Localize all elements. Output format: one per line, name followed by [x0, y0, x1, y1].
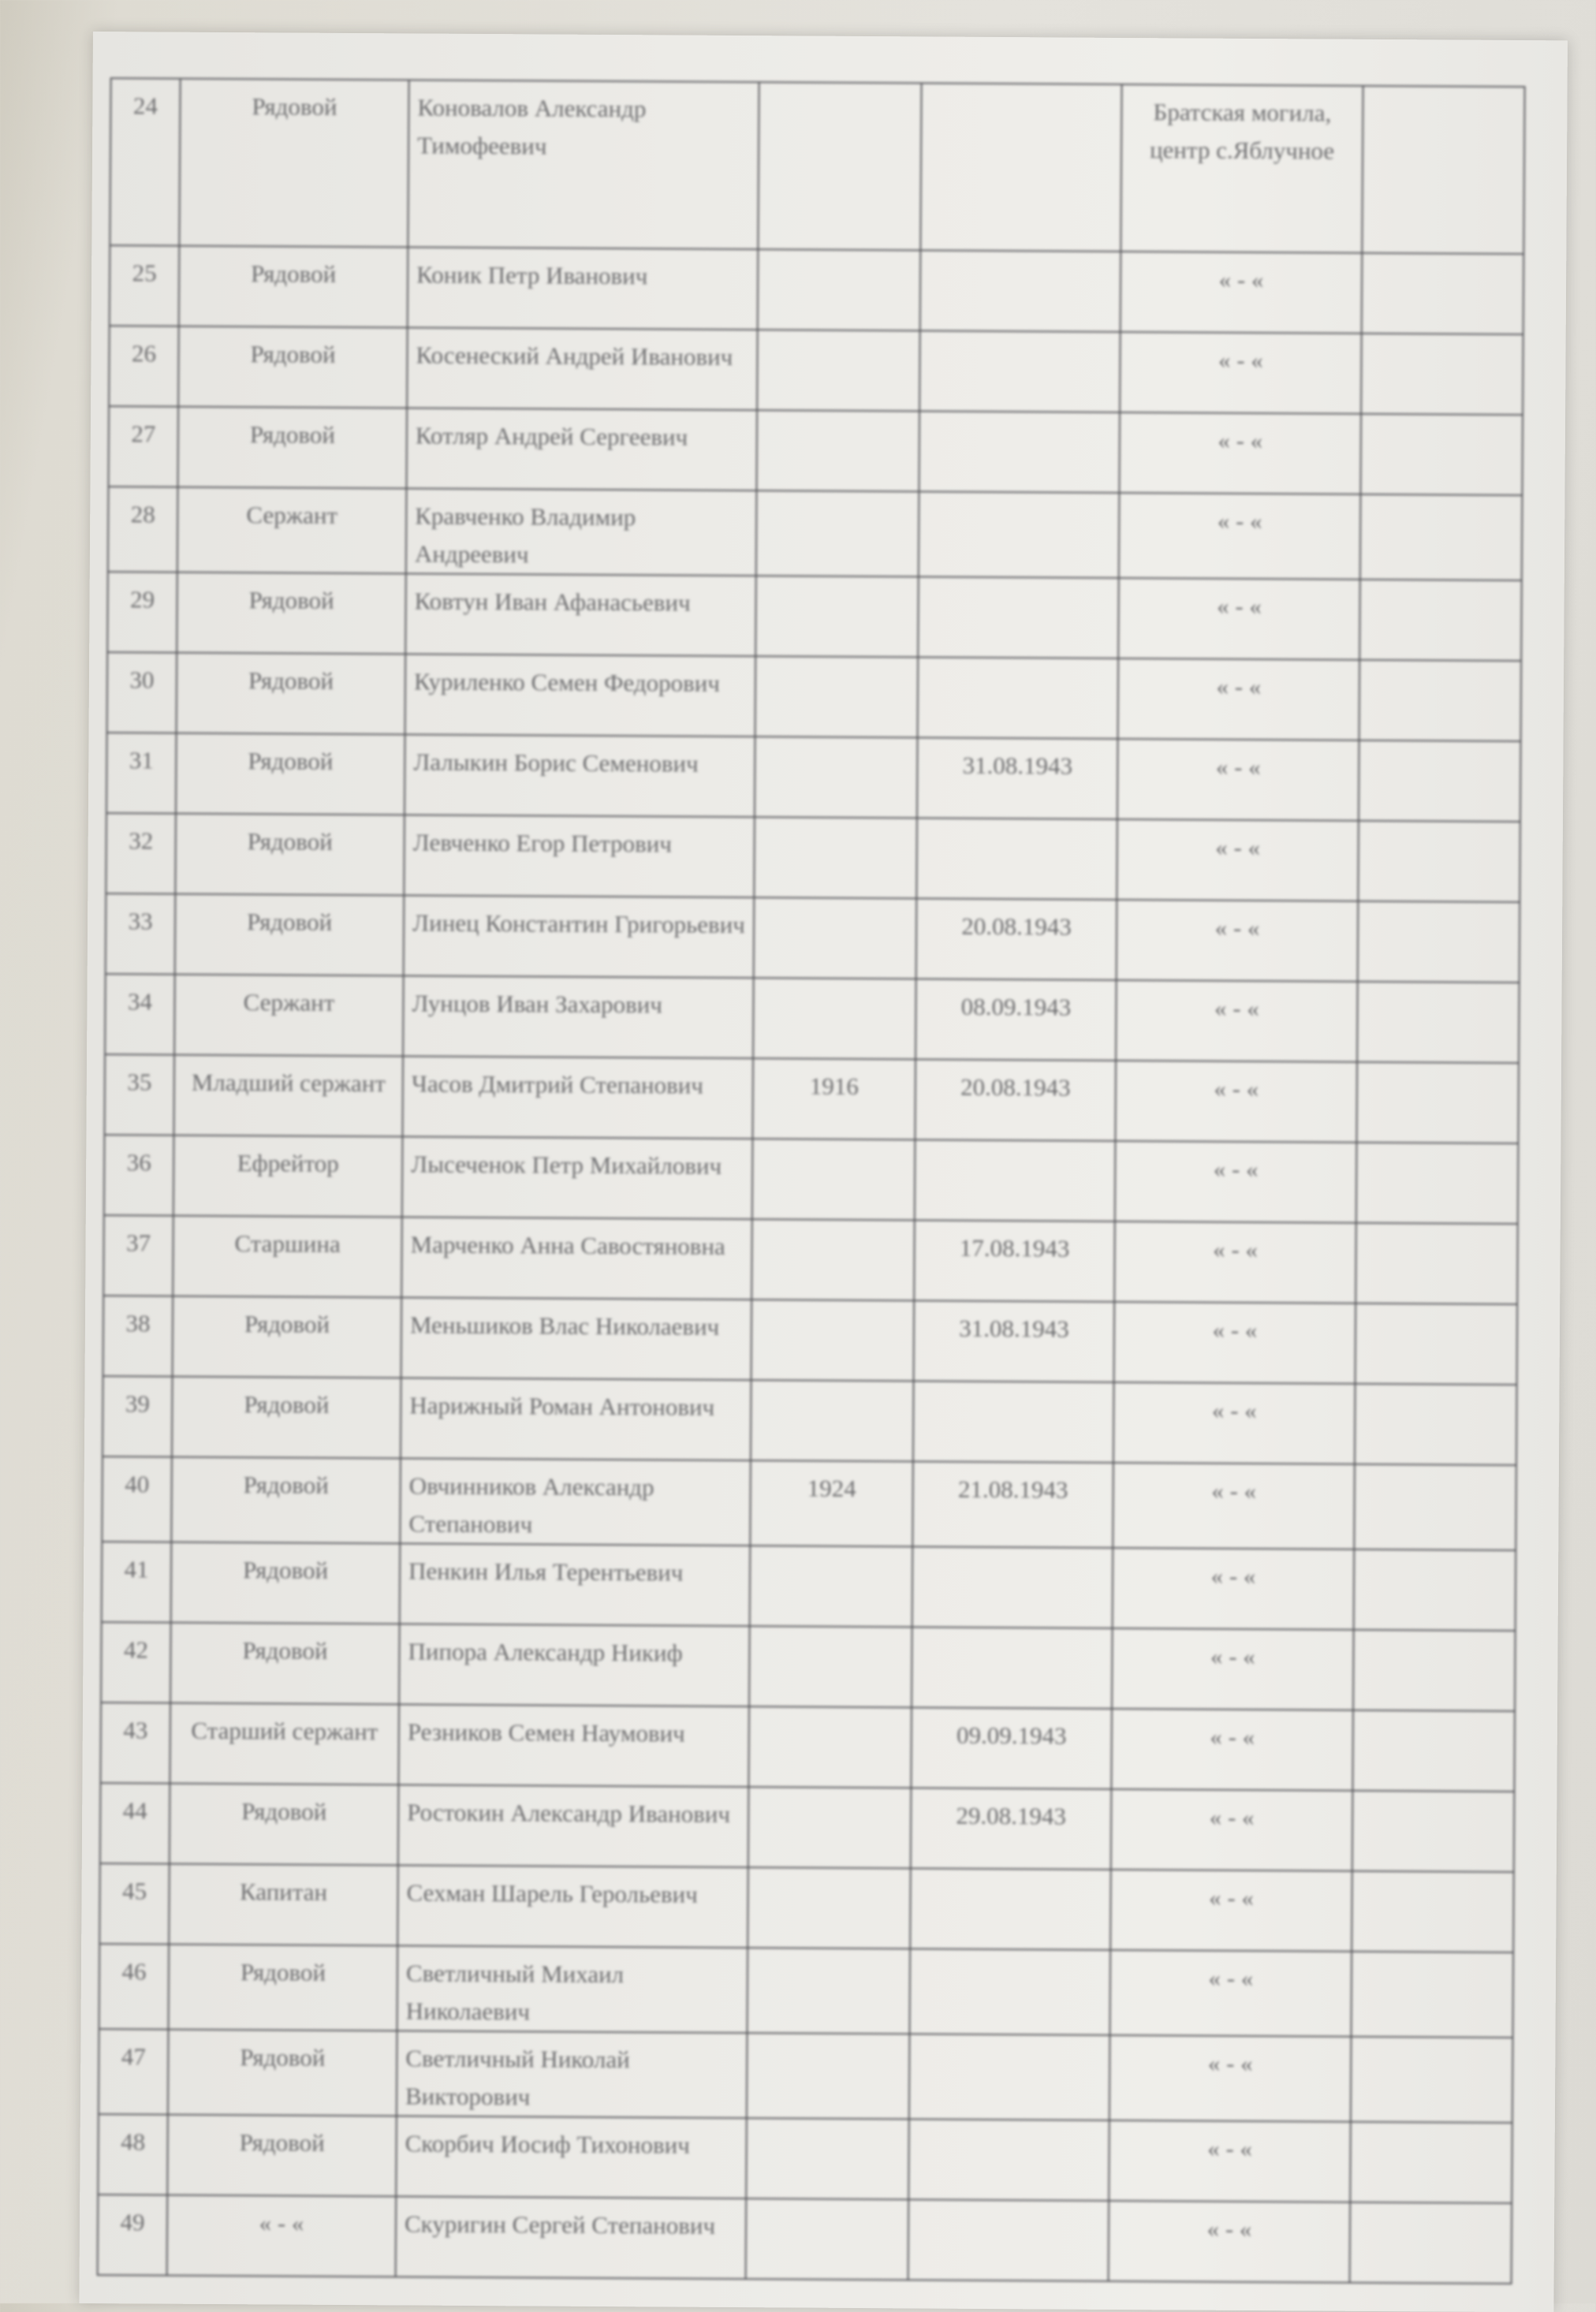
death-date-cell: 31.08.1943 — [917, 737, 1118, 819]
row-number: 35 — [104, 1054, 174, 1135]
burial-place-cell: « - « — [1112, 1628, 1354, 1710]
table-row — [103, 1376, 1517, 1465]
rank-cell: Капитан — [169, 1864, 398, 1946]
note-cell — [1359, 740, 1521, 822]
row-number: 29 — [107, 572, 177, 653]
birth-year-cell — [751, 1300, 915, 1381]
burial-place-cell: « - « — [1117, 739, 1359, 821]
death-date-cell — [919, 330, 1121, 412]
rank-cell: Рядовой — [169, 1945, 398, 2031]
birth-year-cell — [753, 978, 916, 1059]
burial-list-table — [97, 77, 1526, 2284]
birth-year-cell — [758, 249, 921, 330]
burial-place-cell: « - « — [1120, 332, 1362, 414]
rank-cell: Рядовой — [167, 2115, 397, 2197]
burial-place-cell: « - « — [1121, 252, 1363, 334]
table-row — [110, 78, 1524, 254]
rank-cell: Ефрейтор — [173, 1135, 403, 1218]
burial-place-cell: « - « — [1109, 2120, 1351, 2202]
table-row — [107, 572, 1522, 661]
birth-year-cell — [755, 736, 918, 818]
name-cell: Лунцов Иван Захарович — [403, 975, 754, 1058]
rank-cell: Рядовой — [168, 2030, 397, 2116]
death-date-cell: 20.08.1943 — [915, 1059, 1116, 1141]
name-cell: Ростокин Александр Иванович — [398, 1784, 749, 1867]
row-number: 44 — [100, 1783, 170, 1864]
birth-year-cell — [748, 1787, 912, 1868]
burial-place-cell: « - « — [1119, 412, 1361, 494]
note-cell — [1362, 253, 1524, 334]
note-cell — [1352, 1710, 1515, 1792]
death-date-cell — [910, 1868, 1111, 1950]
rank-cell: Рядовой — [170, 1784, 399, 1866]
table-row — [110, 245, 1524, 334]
name-cell: Лысеченок Петр Михайлович — [402, 1136, 753, 1219]
note-cell — [1359, 660, 1522, 741]
name-cell: Светличный Михаил Николаевич — [397, 1945, 748, 2033]
name-cell: Коновалов Александр Тимофеевич — [408, 80, 759, 249]
name-cell: Часов Дмитрий Степанович — [402, 1056, 753, 1139]
row-number: 43 — [100, 1702, 170, 1784]
death-date-cell: 29.08.1943 — [911, 1788, 1112, 1870]
burial-place-cell: « - « — [1113, 1382, 1355, 1464]
row-number: 46 — [99, 1944, 170, 2030]
birth-year-cell — [756, 410, 919, 491]
name-cell: Линец Константин Григорьевич — [404, 895, 755, 978]
name-cell: Резников Семен Наумович — [398, 1704, 749, 1787]
rank-cell: Рядовой — [175, 814, 405, 896]
name-cell: Нарижный Роман Антонович — [401, 1378, 751, 1460]
table-row — [108, 487, 1523, 580]
birth-year-cell — [755, 656, 919, 737]
death-date-cell: 09.09.1943 — [911, 1707, 1112, 1789]
note-cell — [1350, 2122, 1512, 2203]
note-cell — [1359, 580, 1522, 661]
note-cell — [1355, 1303, 1518, 1385]
table-row — [102, 1456, 1516, 1550]
birth-year-cell: 1924 — [750, 1460, 913, 1546]
name-cell: Косенеский Андрей Иванович — [407, 327, 758, 410]
death-date-cell — [915, 1139, 1116, 1221]
name-cell: Ковтун Иван Афанасьевич — [405, 573, 756, 656]
death-date-cell — [920, 250, 1121, 332]
note-cell — [1354, 1549, 1516, 1631]
note-cell — [1351, 2037, 1513, 2123]
row-number: 24 — [110, 78, 180, 246]
death-date-cell: 17.08.1943 — [914, 1220, 1115, 1302]
row-number: 40 — [102, 1456, 172, 1542]
rank-cell: Рядовой — [177, 407, 407, 489]
rank-cell: Старший сержант — [170, 1703, 399, 1785]
row-number: 38 — [103, 1296, 173, 1377]
note-cell — [1356, 1062, 1519, 1143]
name-cell: Меньшиков Влас Николаевич — [401, 1297, 752, 1380]
note-cell — [1352, 1791, 1515, 1872]
rank-cell: Рядовой — [178, 326, 408, 408]
death-date-cell — [908, 2199, 1109, 2281]
row-number: 32 — [106, 813, 176, 894]
burial-place-cell: « - « — [1117, 900, 1359, 982]
burial-place-cell: « - « — [1109, 2201, 1351, 2283]
name-cell: Левченко Егор Петрович — [404, 815, 755, 897]
table-row — [101, 1622, 1516, 1711]
burial-list-table-wrapper — [97, 77, 1524, 2284]
rank-cell: Рядовой — [172, 1377, 401, 1459]
table-row — [107, 652, 1522, 741]
name-cell: Марченко Анна Савостяновна — [401, 1217, 752, 1300]
table-row — [104, 1054, 1519, 1143]
name-cell: Сехман Шарель Герольевич — [397, 1865, 748, 1948]
note-cell — [1355, 1384, 1517, 1465]
row-number: 45 — [99, 1863, 170, 1945]
burial-place-cell: « - « — [1111, 1789, 1353, 1871]
rank-cell: Старшина — [173, 1216, 402, 1298]
burial-place-cell: « - « — [1119, 493, 1361, 580]
table-row — [100, 1783, 1515, 1872]
table-row — [99, 2029, 1513, 2123]
rank-cell: Рядовой — [173, 1296, 402, 1378]
name-cell: Кравченко Владимир Андреевич — [406, 488, 757, 576]
burial-place-cell: « - « — [1116, 980, 1358, 1062]
row-number: 26 — [109, 326, 179, 407]
table-body — [98, 78, 1525, 2284]
rank-cell: Сержант — [174, 975, 404, 1057]
birth-year-cell — [758, 82, 921, 250]
note-cell — [1361, 334, 1523, 415]
note-cell — [1360, 494, 1523, 580]
name-cell: Овчинников Александр Степанович — [400, 1458, 751, 1546]
birth-year-cell — [757, 330, 920, 411]
table-row — [106, 893, 1520, 983]
row-number: 48 — [98, 2114, 168, 2195]
burial-place-cell: « - « — [1111, 1709, 1353, 1791]
burial-place-cell: « - « — [1114, 1221, 1356, 1303]
rank-cell: Рядовой — [171, 1457, 401, 1544]
row-number: 31 — [106, 733, 177, 814]
table-row — [99, 1944, 1514, 2038]
table-row — [102, 1542, 1516, 1631]
name-cell: Скорбич Иосиф Тихонович — [396, 2116, 747, 2198]
burial-place-cell: « - « — [1110, 1950, 1352, 2037]
note-cell — [1360, 414, 1523, 495]
row-number: 36 — [104, 1135, 174, 1216]
table-row — [98, 2114, 1512, 2203]
table-row — [100, 1702, 1515, 1792]
burial-place-cell: « - « — [1115, 1141, 1357, 1223]
name-cell: Коник Петр Иванович — [408, 247, 759, 330]
note-cell — [1351, 1952, 1513, 2038]
name-cell: Котляр Андрей Сергеевич — [406, 408, 757, 490]
row-number: 30 — [107, 652, 177, 733]
death-date-cell — [909, 2034, 1110, 2120]
death-date-cell — [912, 1546, 1113, 1628]
note-cell — [1350, 2202, 1512, 2284]
note-cell — [1362, 86, 1524, 254]
birth-year-cell — [750, 1546, 913, 1627]
rank-cell: Младший сержант — [173, 1055, 403, 1137]
name-cell: Светличный Николай Викторович — [397, 2030, 748, 2118]
rank-cell: « - « — [167, 2195, 397, 2277]
note-cell — [1353, 1630, 1516, 1711]
paper-sheet — [79, 32, 1568, 2312]
birth-year-cell — [751, 1219, 915, 1300]
rank-cell: Рядовой — [171, 1542, 401, 1624]
note-cell — [1356, 1143, 1519, 1224]
row-number: 37 — [103, 1215, 173, 1296]
burial-place-cell: Братская могила, центр с.Яблучное — [1121, 84, 1363, 253]
death-date-cell — [918, 657, 1119, 739]
table-row — [106, 813, 1520, 902]
death-date-cell — [912, 1627, 1113, 1709]
note-cell — [1357, 982, 1520, 1063]
birth-year-cell — [751, 1380, 914, 1461]
birth-year-cell — [754, 897, 917, 979]
name-cell: Пенкин Илья Терентьевич — [400, 1543, 751, 1626]
name-cell: Скуригин Сергей Степанович — [396, 2196, 747, 2279]
row-number: 42 — [101, 1622, 171, 1703]
birth-year-cell — [756, 490, 919, 576]
burial-place-cell: « - « — [1118, 578, 1360, 660]
rank-cell: Рядовой — [179, 246, 408, 328]
burial-place-cell: « - « — [1114, 1302, 1356, 1384]
burial-place-cell: « - « — [1113, 1463, 1355, 1549]
death-date-cell — [918, 576, 1119, 658]
burial-place-cell: « - « — [1117, 819, 1359, 901]
row-number: 41 — [102, 1542, 172, 1623]
row-number: 33 — [106, 893, 176, 975]
death-date-cell: 20.08.1943 — [916, 898, 1117, 980]
table-row — [105, 974, 1520, 1063]
birth-year-cell — [748, 1867, 911, 1948]
row-number: 27 — [108, 406, 178, 487]
note-cell — [1358, 821, 1520, 902]
burial-place-cell: « - « — [1109, 2035, 1352, 2122]
table-row — [98, 2195, 1512, 2284]
note-cell — [1358, 901, 1520, 983]
row-number: 47 — [99, 2029, 169, 2115]
death-date-cell — [919, 491, 1120, 578]
burial-place-cell: « - « — [1110, 1870, 1352, 1952]
table-row — [103, 1296, 1518, 1385]
rank-cell: Рядовой — [170, 1623, 400, 1705]
row-number: 49 — [98, 2195, 168, 2276]
death-date-cell — [920, 83, 1121, 252]
birth-year-cell — [748, 1948, 911, 2034]
birth-year-cell — [748, 1706, 912, 1788]
rank-cell: Рядовой — [177, 653, 406, 735]
table-row — [99, 1863, 1514, 1952]
death-date-cell — [908, 2119, 1109, 2201]
death-date-cell — [916, 818, 1117, 900]
note-cell — [1355, 1223, 1518, 1304]
name-cell: Лалыкин Борис Семенович — [405, 734, 755, 817]
row-number: 34 — [105, 974, 175, 1055]
birth-year-cell — [749, 1626, 912, 1707]
birth-year-cell: 1916 — [752, 1058, 915, 1139]
birth-year-cell — [752, 1139, 915, 1220]
death-date-cell — [910, 1948, 1111, 2035]
death-date-cell — [913, 1381, 1114, 1463]
rank-cell: Рядовой — [175, 894, 405, 976]
burial-place-cell: « - « — [1115, 1061, 1357, 1143]
name-cell: Пипора Александр Никиф — [399, 1624, 750, 1706]
table-row — [103, 1215, 1518, 1304]
table-row — [106, 733, 1521, 822]
note-cell — [1352, 1871, 1514, 1952]
rank-cell: Рядовой — [176, 733, 405, 815]
birth-year-cell — [746, 2198, 909, 2280]
rank-cell: Сержант — [177, 487, 407, 574]
name-cell: Куриленко Семен Федорович — [405, 654, 756, 736]
burial-place-cell: « - « — [1118, 658, 1360, 740]
death-date-cell: 21.08.1943 — [912, 1461, 1113, 1548]
table-row — [109, 326, 1523, 415]
birth-year-cell — [754, 817, 917, 898]
note-cell — [1354, 1464, 1516, 1550]
death-date-cell: 08.09.1943 — [915, 979, 1117, 1061]
death-date-cell — [919, 411, 1120, 493]
death-date-cell: 31.08.1943 — [914, 1300, 1115, 1382]
rank-cell: Рядовой — [179, 79, 408, 248]
burial-place-cell: « - « — [1113, 1548, 1355, 1630]
birth-year-cell — [746, 2118, 909, 2199]
table-row — [104, 1135, 1519, 1224]
birth-year-cell — [747, 2033, 910, 2119]
row-number: 39 — [103, 1376, 173, 1457]
rank-cell: Рядовой — [177, 572, 406, 654]
table-row — [108, 406, 1523, 495]
birth-year-cell — [755, 576, 919, 657]
row-number: 28 — [108, 487, 178, 572]
row-number: 25 — [110, 245, 180, 326]
